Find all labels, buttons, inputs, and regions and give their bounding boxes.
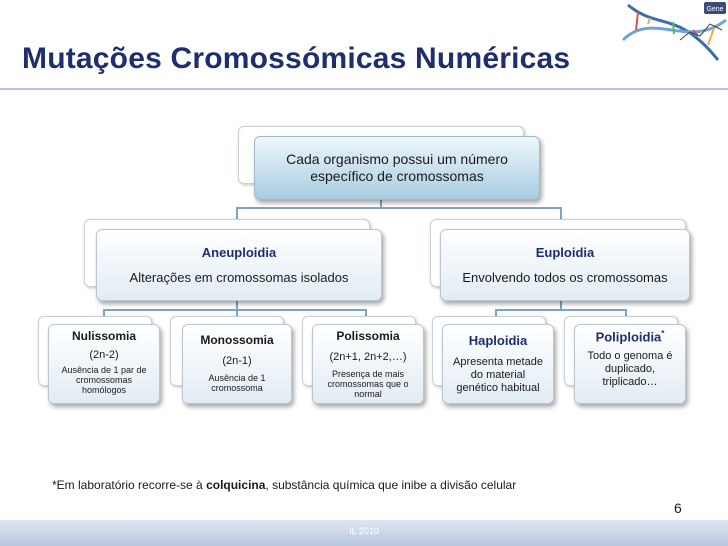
nulissomia-desc-2: cromossomas (75, 375, 132, 385)
haploidia-desc-3: genético habitual (456, 382, 540, 394)
euploidia-subtitle: Envolvendo todos os cromossomas (462, 270, 668, 285)
footer-text: IL 2010 (349, 526, 379, 536)
polissomia-desc-2: cromossomas que o (327, 379, 409, 389)
euploidia-title: Euploidia (535, 245, 595, 260)
aneuploidia-subtitle: Alterações em cromossomas isolados (129, 270, 349, 285)
gene-logo-text: Gene (706, 6, 724, 13)
polissomia-desc-1: Presença de mais (331, 369, 405, 379)
nulissomia-title: Nulissomia (71, 329, 137, 343)
polissomia-formula: (2n+1, 2n+2,…) (329, 351, 407, 363)
footnote (52, 478, 516, 492)
page-number: 6 (674, 500, 682, 516)
footnote-prefix: *Em laboratório recorre-se à (52, 478, 207, 492)
footnote-suffix: , substância química que inibe a divisão celular (265, 478, 517, 492)
title-divider (0, 88, 728, 90)
haploidia-desc-2: do material (470, 369, 526, 381)
footnote-bold: colquicina (206, 478, 266, 492)
root-line-2: específico de cromossomas (310, 168, 484, 184)
connector-level2-left-horizontal (103, 309, 367, 311)
poliploidia-title-wrap (575, 329, 685, 344)
poliploidia-desc-1: Todo o genoma é (587, 350, 673, 363)
aneuploidia-title: Aneuploidia (201, 245, 277, 260)
nulissomia-desc-3: homólogos (81, 385, 127, 395)
poliploidia-marker: * (661, 329, 665, 338)
polissomia-title: Polissomia (336, 329, 400, 343)
polissomia-desc-3: normal (354, 389, 382, 399)
poliploidia-title: Poliploidia (595, 329, 662, 345)
monossomia-desc-2: cromossoma (211, 383, 263, 393)
monossomia-formula: (2n-1) (222, 355, 252, 367)
page-title: Mutações Cromossómicas Numéricas (22, 42, 571, 75)
haploidia-title: Haploidia (468, 333, 528, 348)
poliploidia-desc-2: duplicado, (604, 363, 656, 376)
dna-helix-image (618, 0, 728, 95)
nulissomia-formula: (2n-2) (89, 349, 119, 361)
monossomia-title: Monossomia (200, 333, 274, 347)
nulissomia-desc-1: Ausência de 1 par de (61, 365, 147, 375)
poliploidia-desc-3: triplicado… (602, 376, 658, 389)
root-line-1: Cada organismo possui um número (286, 151, 508, 167)
connector-level1-horizontal (236, 207, 562, 209)
monossomia-desc-1: Ausência de 1 (208, 373, 266, 383)
haploidia-desc-1: Apresenta metade (453, 356, 543, 368)
connector-level2-right-horizontal (495, 309, 627, 311)
